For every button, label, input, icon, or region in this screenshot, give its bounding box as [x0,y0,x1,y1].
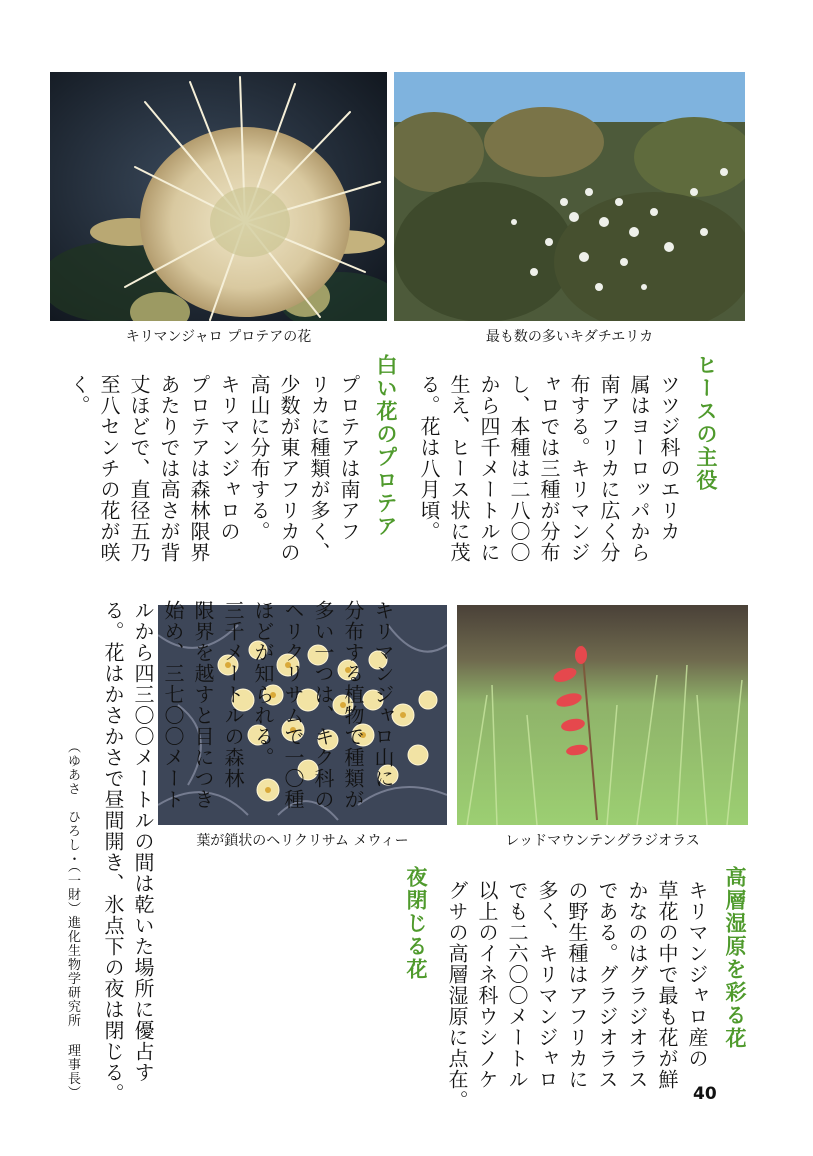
section-body-wetland: キリマンジャロ産の 草花の中で最も花が鮮 かなのはグラジオラス である。グラジオラス の野生種はアフリカに 多く、キリマンジャロ でも二六〇〇メートル 以上のイネ科ウシノケ グサの高層湿原に点在。 [445,880,709,1111]
section-heading-heath: ヒースの主役 [694,354,718,492]
protea-photo [50,72,387,321]
erica-caption: 最も数の多いキダチエリカ [485,329,654,345]
section-body-night: キリマンジャロ山に 分布する植物で種類が 多い一つは、キク科の ヘリクリサムで一〇種 ほどが知られる。 三千メートルの森林 限界を越すと目につき 始め、三七〇〇メート ルから四三〇〇メートルの間は乾いた場所に優占す る。花はかさかさで昼間開き、氷点下の夜は閉じる。 [101,600,395,1104]
section-body-heath: ツツジ科のエリカ 属はヨーロッパから 南アフリカに広く分 布する。キリマンジ ャロでは三種が分布 し、本種は二八〇〇 から四千メートルに 生え、ヒース状に茂 る。花は八月頃。 [417,374,681,563]
gladiolus-photo [457,605,748,825]
section-heading-night: 夜閉じる花 [404,866,428,981]
protea-caption: キリマンジャロ プロテアの花 [125,329,312,345]
author-credit: （ゆあさ ひろし・（一財）進化生物学研究所 理事長） [65,740,80,1100]
gladiolus-caption: レッドマウンテングラジオラス [505,833,700,849]
section-body-protea: プロテアは南アフ リカに種類が多く、 少数が東アフリカの 高山に分布する。 キリマンジャロの プロテアは森林限界 あたりでは高さが背 丈ほどで、直径五乃 至八センチの花が咲 く。 [67,374,361,563]
page-number: 40 [693,1084,717,1104]
helichrysum-caption: 葉が鎖状のヘリクリサム メウィー [196,833,409,849]
section-heading-protea: 白い花のプロテア [374,354,398,538]
section-heading-wetland: 高層湿原を彩る花 [723,866,747,1050]
erica-photo [394,72,745,321]
